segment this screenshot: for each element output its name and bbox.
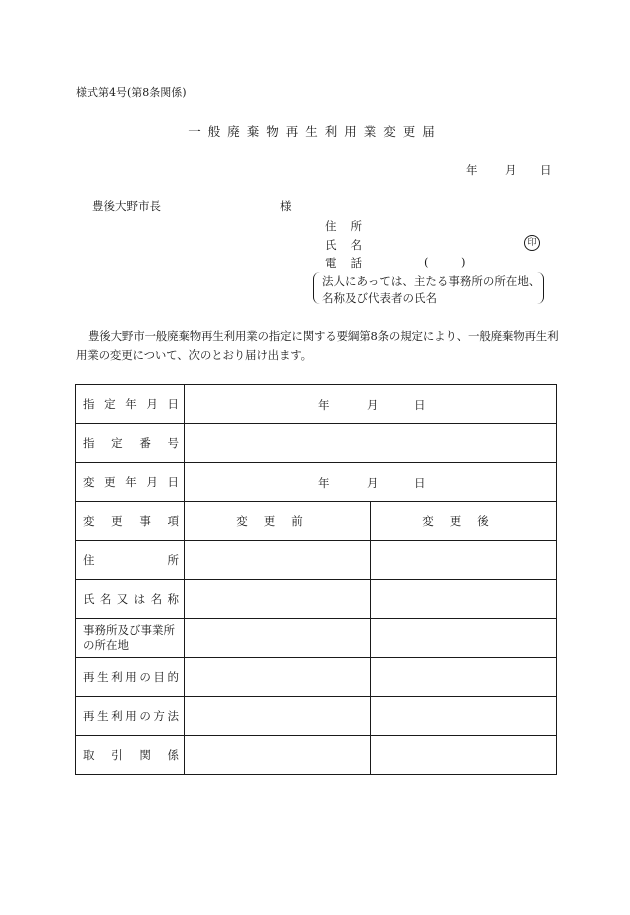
office-location-before-field[interactable] [185, 619, 371, 658]
table-row [76, 502, 557, 541]
document-title: 一般廃棄物再生利用業変更届 [188, 124, 442, 139]
table-row [76, 541, 557, 580]
table-row [76, 463, 557, 502]
designation-number-field[interactable] [185, 424, 557, 463]
purpose-after-field[interactable] [371, 658, 557, 697]
spread-label: 氏 名 又 は 名 称 [83, 592, 179, 606]
before-change-header: 変更前 [185, 502, 371, 541]
spread-label: 指 定 年 月 日 [83, 397, 179, 411]
phone-area-paren-close: ) [461, 255, 466, 269]
change-date-field[interactable] [185, 463, 557, 502]
applicant-address-label: 住所 [325, 219, 376, 233]
address-after-field[interactable] [371, 541, 557, 580]
form-number-label: 様式第4号(第8条関係) [76, 86, 187, 99]
office-location-after-field[interactable] [371, 619, 557, 658]
spread-label: 再 生 利 用 の 目 的 [83, 670, 179, 684]
designation-date-month: 月 [367, 398, 379, 412]
table-row [76, 697, 557, 736]
after-change-header: 変更後 [371, 502, 557, 541]
addressee-honorific: 様 [280, 199, 292, 213]
designation-number-label [76, 424, 185, 463]
trade-relation-before-field[interactable] [185, 736, 371, 775]
change-form-table [75, 384, 557, 775]
designation-date-field[interactable] [185, 385, 557, 424]
addressee: 豊後大野市長 [92, 199, 161, 213]
change-date-label [76, 463, 185, 502]
spread-label: 変 更 事 項 [83, 514, 179, 528]
submission-date-month: 月 [505, 163, 517, 177]
table-row [76, 424, 557, 463]
method-row-label [76, 697, 185, 736]
seal-icon: 印 [524, 235, 540, 251]
spread-label: 指 定 番 号 [83, 436, 179, 450]
spread-label: 再 生 利 用 の 方 法 [83, 709, 179, 723]
address-before-field[interactable] [185, 541, 371, 580]
purpose-row-label [76, 658, 185, 697]
submission-date-year: 年 [466, 163, 478, 177]
change-date-month: 月 [367, 476, 379, 490]
office-location-label-line2: の所在地 [83, 638, 129, 652]
name-row-label [76, 580, 185, 619]
designation-date-day: 日 [414, 398, 426, 412]
table-row [76, 658, 557, 697]
method-before-field[interactable] [185, 697, 371, 736]
trade-relation-after-field[interactable] [371, 736, 557, 775]
change-date-day: 日 [414, 476, 426, 490]
applicant-name-label: 氏名 [325, 238, 376, 252]
body-text: 豊後大野市一般廃棄物再生利用業の指定に関する要綱第8条の規定により、一般廃棄物再生利用業の変更について、次のとおり届け出ます。 [76, 329, 559, 362]
change-item-label [76, 502, 185, 541]
submission-date-day: 日 [540, 163, 552, 177]
trade-relation-row-label [76, 736, 185, 775]
method-after-field[interactable] [371, 697, 557, 736]
phone-area-paren-open: ( [424, 255, 429, 269]
designation-date-year: 年 [318, 398, 330, 412]
applicant-phone-label: 電話 [325, 256, 376, 270]
spread-label: 取 引 関 係 [83, 748, 179, 762]
spread-label: 変 更 年 月 日 [83, 475, 179, 489]
spread-label: 住 所 [83, 553, 179, 567]
designation-date-label [76, 385, 185, 424]
table-row [76, 580, 557, 619]
table-row [76, 385, 557, 424]
corp-note-line2: 名称及び代表者の氏名 [322, 291, 437, 305]
purpose-before-field[interactable] [185, 658, 371, 697]
corp-note-line1: 法人にあっては、主たる事務所の所在地、 [322, 274, 541, 288]
address-row-label [76, 541, 185, 580]
office-location-label-line1: 事務所及び事業所 [83, 623, 175, 637]
name-after-field[interactable] [371, 580, 557, 619]
office-location-row-label [76, 619, 185, 658]
table-row [76, 619, 557, 658]
change-date-year: 年 [318, 476, 330, 490]
table-row [76, 736, 557, 775]
name-before-field[interactable] [185, 580, 371, 619]
